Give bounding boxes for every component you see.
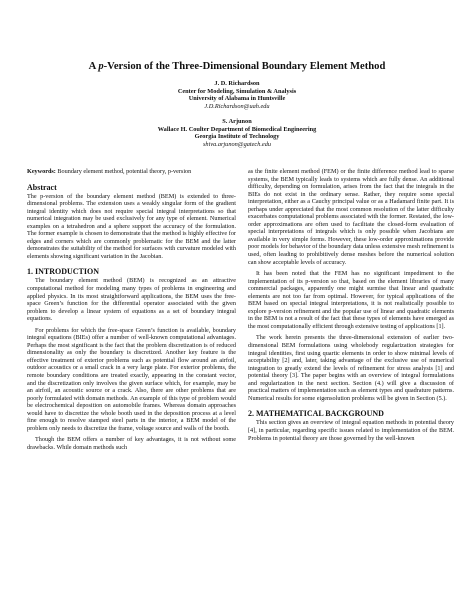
math-heading: 2. MATHEMATICAL BACKGROUND <box>248 409 384 419</box>
author-2-name: S. Arjunon <box>222 118 252 125</box>
abstract-heading: Abstract <box>27 182 57 192</box>
intro-paragraph-2: For problems for which the free-space Green’s function is available, boundary integral equations (BIEs) offer a number of well-known computational advantages. Perhaps the most significant is the fact that the problem discretization is of reduced dimensionality as only the boundary is discretized. Another key feature is the effective treatment of exterior problems such as potential flow around an airfoil, outdoor acoustics or a small crack in a very large plate. For exterior problems, the remote boundary conditions are treated exactly, appearing in the constant vector, and the discretization only involves the given surface which, for example, may be an airfoil, an acoustic source or a crack. Also, there are other problems that are poorly formulated with domain methods. An example of this type of problem would be electrochemical deposition on automobile frames. Whereas domain approaches would have to discretize the whole booth used in the deposition process at a level fine enough to resolve stamped steel parts in the interior, a BEM model of the problem only needs to discretize the frame, voltage source and walls of the booth. <box>27 326 236 432</box>
author-2-email: shiva.arjunon@gatech.edu <box>202 140 272 148</box>
right-paragraph-2: It has been noted that the FEM has no significant impediment to the implementation of its p-version so that, based on the element libraries of many commercial packages, apparently one might surmise that linear and quadratic elements are not too far from optimal. However, for typical applications of the BEM based on special integral interpretations, it is not realistically possible to explore p-version refinement and the popular use of linear and quadratic elements in the BEM is not a result of the fact that these types of elements have emerged as the most computationally efficient through extensive testing of applications [1]. <box>248 270 454 330</box>
intro-paragraph-3: Though the BEM offers a number of key advantages, it is not without some drawbacks. While domain methods such <box>27 436 236 451</box>
author-1-university: University of Alabama in Huntsville <box>188 95 286 103</box>
author-1-org: Center for Modeling, Simulation & Analysis <box>177 87 297 95</box>
author-1-email: J.D.Richardson@uah.edu <box>204 102 270 110</box>
math-paragraph-1: This section gives an overview of integral equation methods in potential theory [4], in particular, regarding specific issues related to implementation of the BEM. Problems in potential theory are those governed by the well-known <box>248 419 454 442</box>
abstract-text: The p-version of the boundary element method (BEM) is extended to three-dimensional problems. The extension uses a weakly singular form of the gradient integral identity which does not require special integral interpretations so that numerical integration may be used exclusively for any type of element. Numerical examples on a tetrahedron and a sphere support the accuracy of the formulation. The former example is chosen to demonstrate that the method is highly effective for edges and corners which are commonly problematic for the BEM and the latter demonstrates the suitability of the method for surfaces with curvature modeled with elements showing significant variation in the Jacobian. <box>27 192 236 260</box>
paper-title <box>0 60 474 73</box>
intro-paragraph-1: The boundary element method (BEM) is recognized as an attractive computational method for modeling many types of problems in engineering and applied physics. In its most straightforward applications, the BEM uses the free-space Green’s function for the differential operator associated with the given problem to develop a linear system of equations as a set of boundary integral equations. <box>27 277 236 323</box>
title-p-italic: p <box>98 61 104 72</box>
right-paragraph-3: The work herein presents the three-dimensional extension of earlier two-dimensional BEM formulations using wholebody regularization strategies for integral identities, first using quartic elements in order to show minimal levels of acceptability [2] and, later, taking advantage of the exclusive use of numerical integration to greatly extend the levels of refinement for stress analysis [1] and potential theory [3]. The paper begins with an overview of integral formulations and regularization in the next section. Section (4.) will give a discussion of practical matters of implementation such as element types and quadrature patterns. Numerical results for some eigensolution problems will be given in Section (5.). <box>248 334 454 402</box>
author-2-org: Wallace H. Coulter Department of Biomedical Engineering <box>157 125 317 133</box>
title-rest: -Version of the Three-Dimensional Boundary Element Method <box>103 61 386 72</box>
left-column <box>27 168 236 452</box>
author-block-1 <box>0 80 474 110</box>
title-prefix: A <box>88 61 99 72</box>
author-1-name: J. D. Richardson <box>214 80 260 87</box>
intro-heading: 1. INTRODUCTION <box>27 267 100 277</box>
right-paragraph-1: as the finite element method (FEM) or the finite difference method lead to sparse systems, the BEM typically leads to systems which are fully dense. An additional difficulty, depending on formulation, arises from the fact that the integrals in the BIEs do not exist in the ordinary sense. Rather, they require some special interpretation, either as a Cauchy principal value or as a Hadamard finite part. It is perhaps under appreciated that the most common resolution of the latter difficulty exacerbates computational problems associated with the former. Restated, the low-order approximations are often used to facilitate the closed-form evaluation of special interpretations of integrals which is only possible when Jacobians are available in very simple forms. However, these low-order approximations provide poor models for behavior of the boundary data unless extensive mesh refinement is used, often leading to prohibitively dense meshes before the numerical solution can show acceptable levels of accuracy. <box>248 168 454 266</box>
keywords <box>27 168 236 176</box>
author-block-2 <box>0 118 474 148</box>
keywords-label: Keywords: <box>27 168 56 175</box>
right-column <box>248 168 454 442</box>
author-2-university: Georgia Institute of Technology <box>194 133 280 141</box>
keywords-text: Boundary element method, potential theory, p-version <box>57 168 192 175</box>
